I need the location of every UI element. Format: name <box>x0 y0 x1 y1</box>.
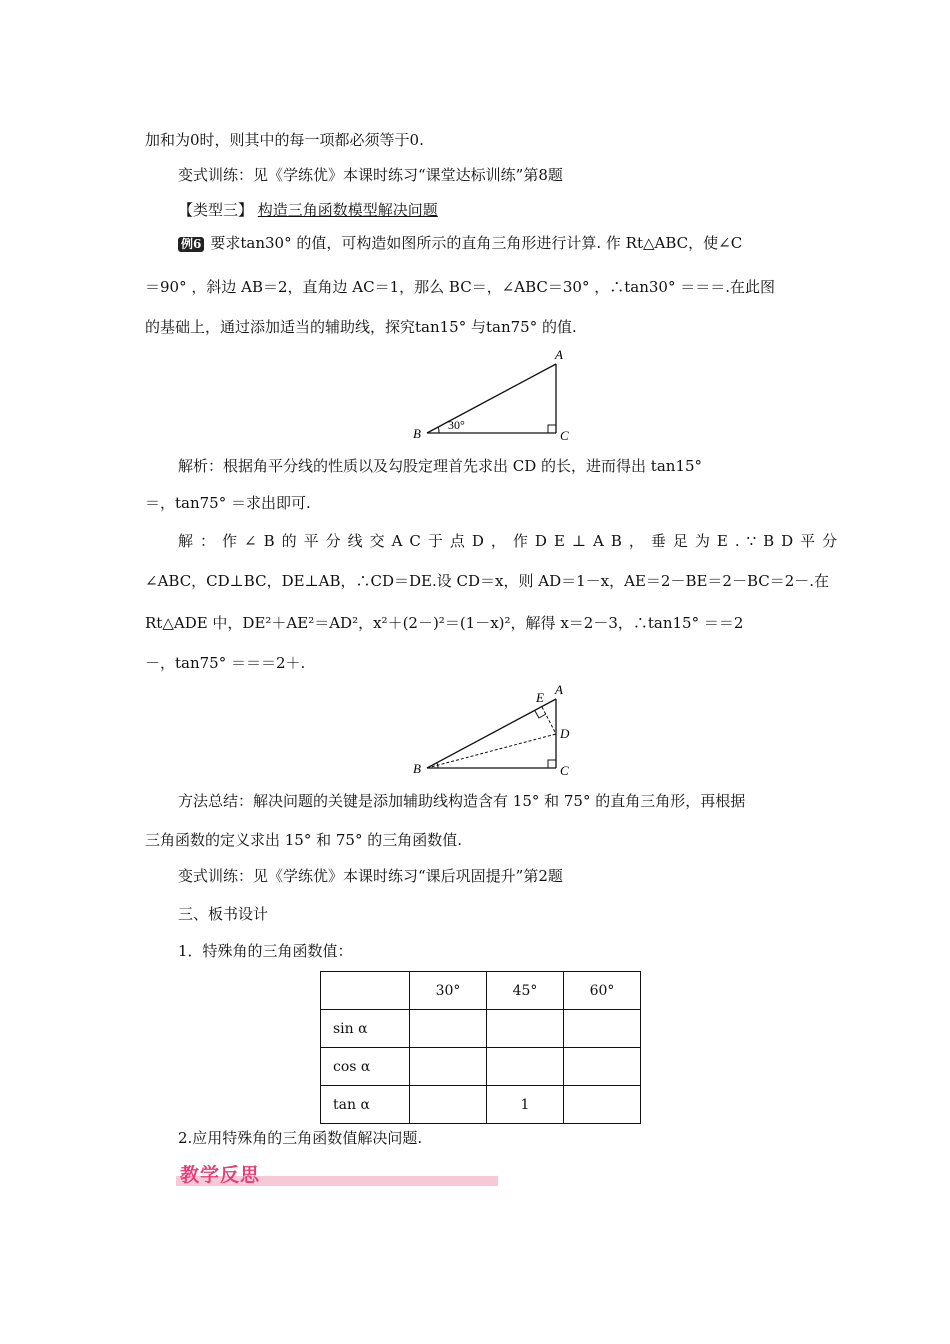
analysis-line-1: 解析：根据角平分线的性质以及勾股定理首先求出 CD 的长，进而得出 tan15° <box>178 457 703 475</box>
solution-line-4: －，tan75° ＝＝＝2＋. <box>145 654 306 672</box>
table-cell <box>564 1086 641 1124</box>
triangle-figure-2 <box>405 680 585 780</box>
vertex-a-label: A <box>555 682 563 697</box>
vertex-d-label: D <box>560 726 570 741</box>
teaching-reflection-banner <box>176 1160 498 1188</box>
table-row-header: tan α <box>321 1086 410 1124</box>
paragraph-continuation: 加和为0时，则其中的每一项都必须等于0. <box>145 131 424 149</box>
method-summary-line-1: 方法总结：解决问题的关键是添加辅助线构造含有 15° 和 75° 的直角三角形，再根据 <box>178 792 746 810</box>
example-badge: 例6 <box>178 237 204 252</box>
board-design-heading: 三、板书设计 <box>178 905 269 923</box>
table-row <box>321 1048 641 1086</box>
board-item-2: 2.应用特殊角的三角函数值解决问题. <box>178 1129 423 1147</box>
table-cell <box>487 1010 564 1048</box>
vertex-e-label: E <box>536 690 544 705</box>
example6-text-1: 要求tan30° 的值，可构造如图所示的直角三角形进行计算. 作 Rt△ABC，使∠C <box>210 234 743 252</box>
angle-label: 30° <box>448 418 465 432</box>
table-row-header: sin α <box>321 1010 410 1048</box>
table-cell <box>410 1086 487 1124</box>
triangle-figure-1 <box>405 345 585 445</box>
vertex-b-label: B <box>413 426 421 441</box>
board-item-1: 1．特殊角的三角函数值： <box>178 942 353 960</box>
solution-line-3: Rt△ADE 中，DE²＋AE²＝AD²，x²＋(2－)²＝(1－x)²，解得 x＝2－3，∴tan15° ＝＝2 <box>145 614 744 632</box>
vertex-c-label: C <box>560 428 569 443</box>
example6-line-1 <box>178 233 742 253</box>
table-header-cell: 45° <box>487 972 564 1010</box>
solution-line-2: ∠ABC，CD⊥BC，DE⊥AB，∴CD＝DE.设 CD＝x，则 AD＝1－x，AE＝2－BE＝2－BC＝2－.在 <box>145 572 830 590</box>
table-cell: 1 <box>487 1086 564 1124</box>
table-row-header: cos α <box>321 1048 410 1086</box>
trig-values-table <box>320 971 641 1124</box>
practice-note-2: 变式训练：见《学练优》本课时练习“课后巩固提升”第2题 <box>178 867 563 885</box>
vertex-b-label: B <box>413 761 421 776</box>
table-header-row <box>321 972 641 1010</box>
table-cell <box>564 1010 641 1048</box>
table-cell <box>410 1048 487 1086</box>
analysis-line-2: ＝，tan75° ＝求出即可. <box>145 494 311 512</box>
table-header-cell: 60° <box>564 972 641 1010</box>
practice-note-1: 变式训练：见《学练优》本课时练习“课堂达标训练”第8题 <box>178 166 563 184</box>
solution-line-1: 解：作∠B的平分线交AC于点D，作DE⊥AB，垂足为E.∵BD平分 <box>178 532 845 550</box>
method-summary-line-2: 三角函数的定义求出 15° 和 75° 的三角函数值. <box>145 831 463 849</box>
table-row <box>321 1086 641 1124</box>
vertex-a-label: A <box>555 347 563 362</box>
table-header-cell: 30° <box>410 972 487 1010</box>
table-row <box>321 1010 641 1048</box>
type3-title: 构造三角函数模型解决问题 <box>257 201 438 219</box>
reflection-title: 教学反思 <box>180 1164 261 1186</box>
table-cell <box>410 1010 487 1048</box>
example6-line-2: ＝90° ，斜边 AB＝2，直角边 AC＝1，那么 BC＝，∠ABC＝30° ，∴tan30° ＝＝＝.在此图 <box>145 278 775 296</box>
type3-heading <box>178 200 438 220</box>
table-header-cell <box>321 972 410 1010</box>
table-cell <box>487 1048 564 1086</box>
table-cell <box>564 1048 641 1086</box>
vertex-c-label: C <box>560 763 569 778</box>
example6-line-3: 的基础上，通过添加适当的辅助线，探究tan15° 与tan75° 的值. <box>145 318 577 336</box>
type3-label: 【类型三】 <box>178 201 254 219</box>
